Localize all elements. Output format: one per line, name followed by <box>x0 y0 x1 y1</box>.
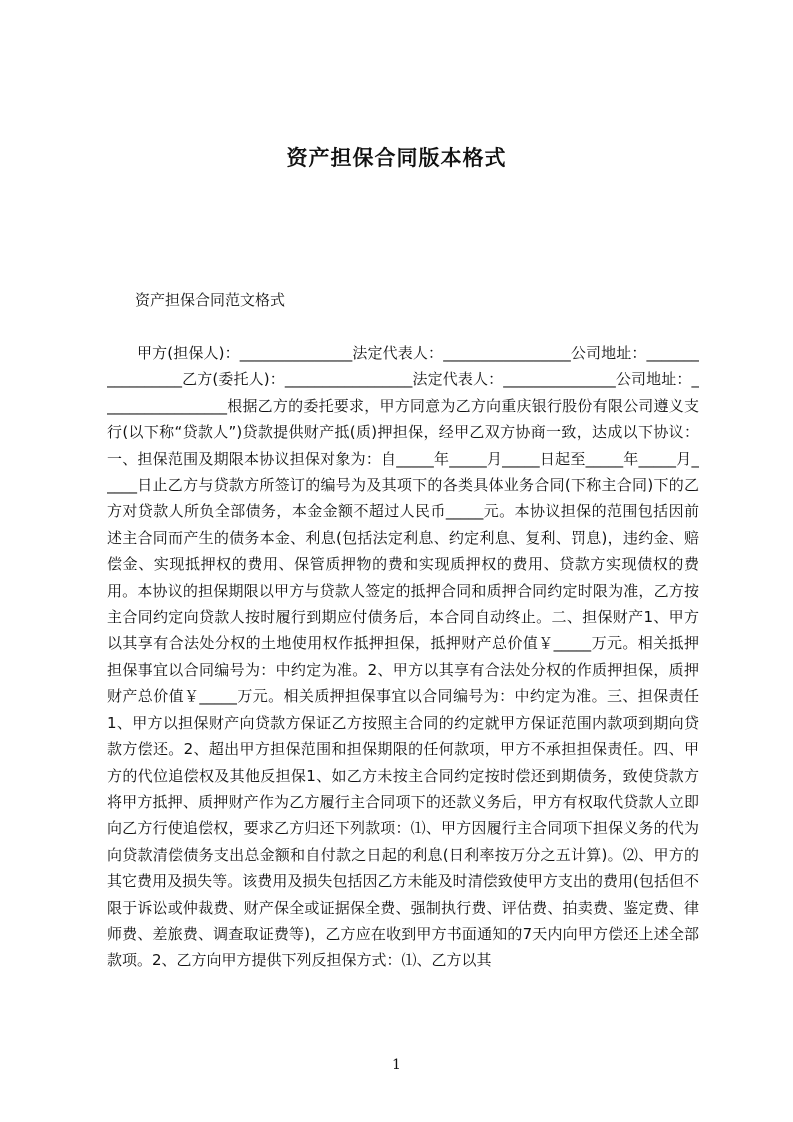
contract-body: 甲方(担保人)：_______________法定代表人：_________________公司地址：_________________乙方(委托人)：_________________法定代表人：_______________公司地址：_________________根据乙方的委托要求，甲方同意为乙方向重庆银行股份有限公司遵义支行(以下称“贷款人”)贷款提供财产抵(质)押担保，经甲乙双方协商一致，达成以下协议：一、担保范围及期限本协议担保对象为：自_____年_____月_____日起至_____年_____月_____日止乙方与贷款方所签订的编号为及其项下的各类具体业务合同(下称主合同)下的乙方对贷款人所负全部债务，本金金额不超过人民币_____元。本协议担保的范围包括因前述主合同而产生的债务本金、利息(包括法定利息、约定利息、复利、罚息)，违约金、赔偿金、实现抵押权的费用、保管质押物的费和实现质押权的费用、贷款方实现债权的费用。本协议的担保期限以甲方与贷款人签定的抵押合同和质押合同约定时限为准，乙方按主合同约定向贷款人按时履行到期应付债务后，本合同自动终止。二、担保财产1、甲方以其享有合法处分权的土地使用权作抵押担保，抵押财产总价值￥_____万元。相关抵押担保事宜以合同编号为：中约定为准。2、甲方以其享有合法处分权的作质押担保，质押财产总价值￥_____万元。相关质押担保事宜以合同编号为：中约定为准。三、担保责任1、甲方以担保财产向贷款方保证乙方按照主合同的约定就甲方保证范围内款项到期向贷款方偿还。2、超出甲方担保范围和担保期限的任何款项，甲方不承担担保责任。四、甲方的代位追偿权及其他反担保1、如乙方未按主合同约定按时偿还到期债务，致使贷款方将甲方抵押、质押财产作为乙方履行主合同项下的还款义务后，甲方有权取代贷款人立即向乙方行使追偿权，要求乙方归还下列款项：⑴、甲方因履行主合同项下担保义务的代为向贷款清偿债务支出总金额和自付款之日起的利息(日利率按万分之五计算)。⑵、甲方的其它费用及损失等。该费用及损失包括因乙方未能及时清偿致使甲方支出的费用(包括但不限于诉讼或仲裁费、财产保全或证据保全费、强制执行费、评估费、拍卖费、鉴定费、律师费、差旅费、调查取证费等)，乙方应在收到甲方书面通知的7天内向甲方偿还上述全部款项。2、乙方向甲方提供下列反担保方式：⑴、乙方以其 <box>107 344 699 970</box>
page-number: 1 <box>392 1057 401 1073</box>
document-subtitle: 资产担保合同范文格式 <box>135 291 286 309</box>
page-title: 资产担保合同版本格式 <box>286 146 507 170</box>
